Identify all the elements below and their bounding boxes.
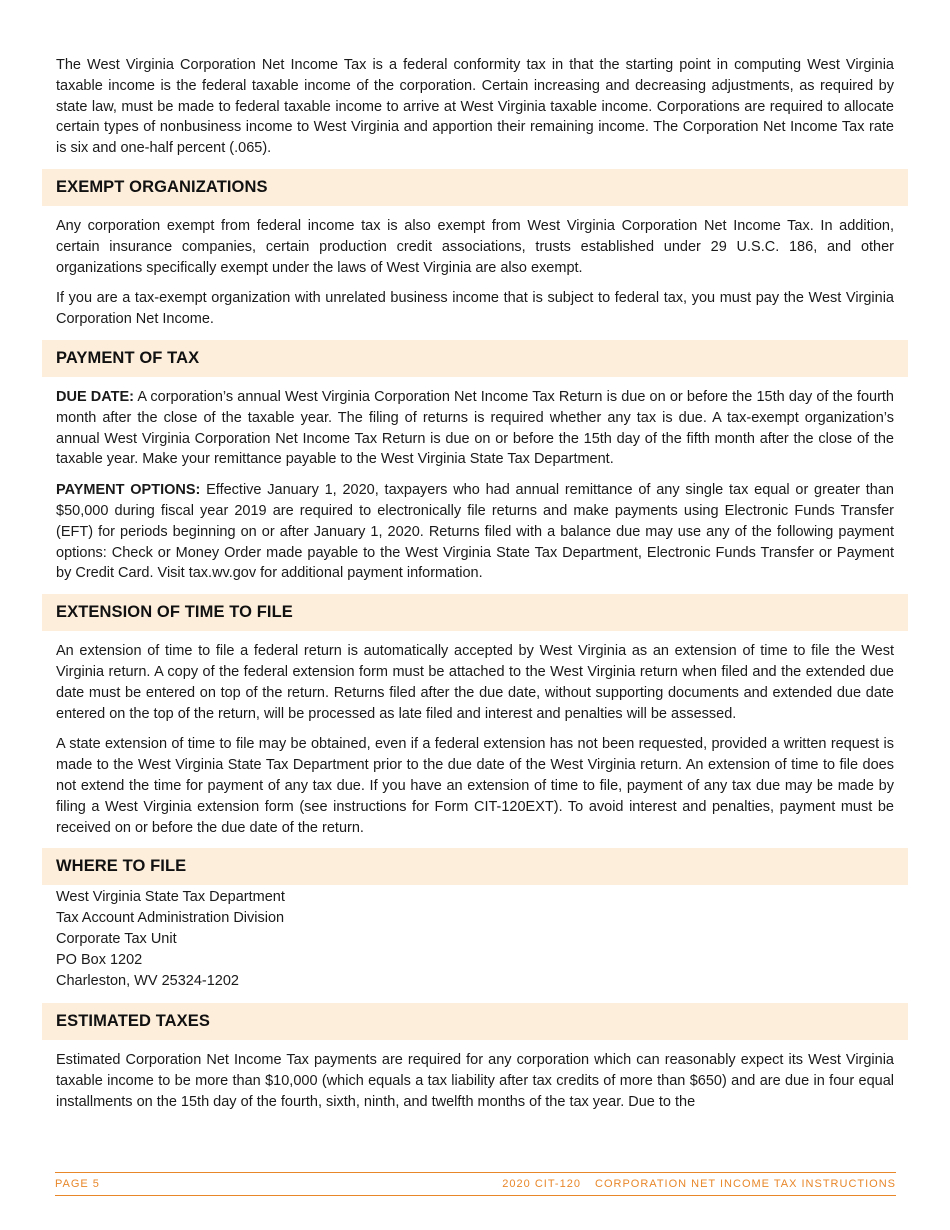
form-number: 2020 CIT-120 bbox=[502, 1178, 581, 1190]
extension-paragraph-1: An extension of time to file a federal return is automatically accepted by West Virginia as an extension of time to file the West Virginia return. A copy of the federal extension form must be attached to the West Virginia return when filed and the extended due date must be entered on top of the return. Returns filed after the due date, without supporting documents and extended due date entered on the top of the return, will be processed as late filed and interest and penalties will be assessed. bbox=[56, 643, 894, 722]
mailing-address bbox=[56, 887, 894, 991]
section-heading: PAYMENT OF TAX bbox=[56, 348, 200, 367]
payment-options-text: Effective January 1, 2020, taxpayers who had annual remittance of any single tax equal or greater than $50,000 during fiscal year 2019 are required to electronically file returns and make payments using Electronic Funds Transfer (EFT) for periods beginning on or after January 1, 2020. Returns filed with a balance due may use any of the following payment options: Check or Money Order made payable to the West Virginia State Tax Department, Electronic Funds Transfer or Payment by Credit Card. Visit tax.wv.gov for additional payment information. bbox=[56, 482, 894, 582]
section-header-exempt bbox=[42, 169, 908, 206]
section-header-payment bbox=[42, 340, 908, 377]
address-line: Tax Account Administration Division bbox=[56, 910, 285, 927]
payment-options-label: PAYMENT OPTIONS: bbox=[56, 482, 201, 499]
estimated-paragraph: Estimated Corporation Net Income Tax payments are required for any corporation which can reasonably expect its West Virginia taxable income to be more than $10,000 (which equals a tax liability after tax credits of more than $650) and are due in four equal installments on the 15th day of the fourth, sixth, ninth, and twelfth months of the tax year. Due to the bbox=[56, 1052, 894, 1110]
exempt-paragraph-2: If you are a tax-exempt organization with unrelated business income that is subject to federal tax, you must pay the West Virginia Corporation Net Income. bbox=[56, 290, 894, 328]
section-header-where-to-file bbox=[42, 848, 908, 885]
footer-title-group bbox=[492, 1178, 896, 1190]
document-title: CORPORATION NET INCOME TAX INSTRUCTIONS bbox=[595, 1178, 896, 1190]
due-date-text: A corporation’s annual West Virginia Corporation Net Income Tax Return is due on or before the 15th day of the fourth month after the close of the taxable year. The filing of returns is required whether any tax is due. A tax-exempt organization’s annual West Virginia Corporation Net Income Tax Return is due on or before the 15th day of the fifth month after the close of the taxable year. Make your remittance payable to the West Virginia State Tax Department. bbox=[56, 388, 894, 468]
exempt-paragraph-1: Any corporation exempt from federal income tax is also exempt from West Virginia Corporation Net Income Tax. In addition, certain insurance companies, certain production credit associations, trusts established under 29 U.S.C. 186, and other organizations specifically exempt under the laws of West Virginia are also exempt. bbox=[56, 217, 894, 276]
extension-paragraph-2: A state extension of time to file may be obtained, even if a federal extension has not been requested, provided a written request is made to the West Virginia State Tax Department prior to the due date of the West Virginia return. An extension of time to file does not extend the time for payment of any tax due. If you have an extension of time to file, payment of any tax due may be made by filing a West Virginia extension form (see instructions for Form CIT-120EXT). To avoid interest and penalties, payment must be received on or before the due date of the return. bbox=[56, 736, 894, 836]
section-heading: EXEMPT ORGANIZATIONS bbox=[56, 177, 268, 196]
address-line: Charleston, WV 25324-1202 bbox=[56, 972, 239, 989]
section-header-estimated bbox=[42, 1003, 908, 1040]
payment-options-paragraph bbox=[56, 480, 894, 584]
page-content bbox=[56, 55, 894, 1123]
due-date-label: DUE DATE: bbox=[56, 388, 134, 405]
page-number: PAGE 5 bbox=[55, 1178, 100, 1190]
page-footer bbox=[55, 1172, 896, 1196]
section-header-extension bbox=[42, 594, 908, 631]
due-date-paragraph bbox=[56, 387, 894, 470]
address-line: Corporate Tax Unit bbox=[56, 930, 177, 947]
section-heading: WHERE TO FILE bbox=[56, 857, 187, 876]
address-line: PO Box 1202 bbox=[56, 951, 143, 968]
intro-paragraph: The West Virginia Corporation Net Income Tax is a federal conformity tax in that the starting point in computing West Virginia taxable income is the federal taxable income of the corporation. Certain increasing and decreasing adjustments, as required by state law, must be made to federal taxable income to arrive at West Virginia taxable income. Corporations are required to allocate certain types of nonbusiness income to West Virginia and apportion their remaining income. The Corporation Net Income Tax rate is six and one-half percent (.065). bbox=[56, 57, 894, 157]
section-heading: EXTENSION OF TIME TO FILE bbox=[56, 603, 293, 622]
section-heading: ESTIMATED TAXES bbox=[56, 1012, 210, 1031]
address-line: West Virginia State Tax Department bbox=[56, 889, 285, 906]
